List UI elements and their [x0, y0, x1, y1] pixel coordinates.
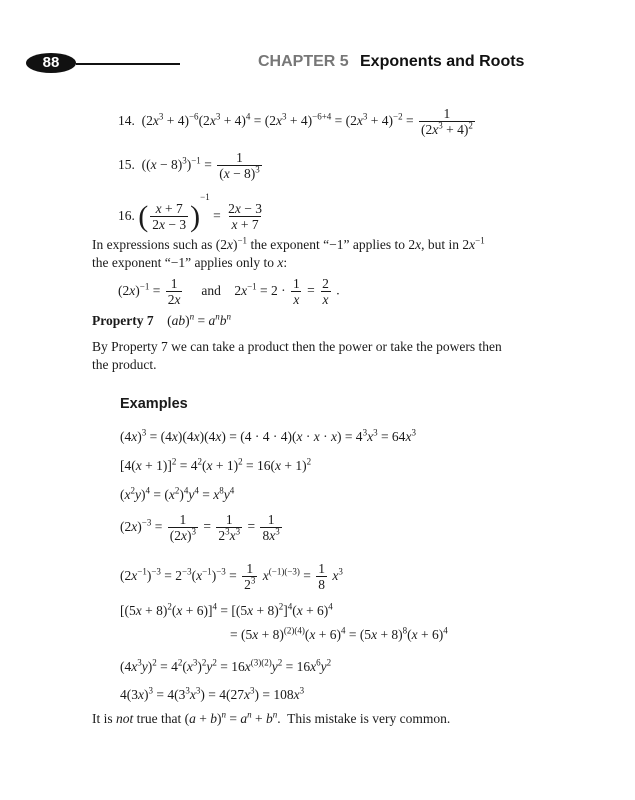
- example-line-5: $(2x^{-1})^{-3} = 2^{-3}(x^{-1})^{-3}$ = $\frac{1}{2^3}$ $x^{(-1)(-3)}$ = $\frac{1}{8}$ $x^3$: [120, 561, 343, 592]
- example-line-9: $4(3x)^3 = 4(3^3x^3) = 4(27x^3) = 108x^3$: [120, 685, 305, 702]
- chapter-title: Exponents and Roots: [360, 53, 525, 70]
- example-line-4: $(2x)^{-3}$ = $\frac{1}{(2x)^3}$ = $\frac{1}{2^3x^3}$ = $\frac{1}{8x^3}$: [120, 512, 280, 543]
- example-line-1: $(4x)^3 = (4x)(4x)(4x) = (4 \cdot 4 \cdot 4)(x \cdot x \cdot x) = 4^3x^3 = 64x^3$: [120, 427, 416, 444]
- paragraph-2-line-2: the product.: [92, 357, 157, 372]
- example-line-8: $(4x^3y)^2 = 4^2(x^3)^2y^2 = 16x^{(3)(2)}y^2 = 16x^6y^2$: [120, 657, 332, 674]
- chapter-label: CHAPTER 5: [258, 53, 349, 70]
- property-7: Property 7 $(ab)^n = a^nb^n$: [92, 311, 231, 328]
- example-line-6: $[(5x + 8)^2(x + 6)]^4 = [(5x + 8)^2]^4(x + 6)^4$: [120, 601, 333, 618]
- example-line-2: $[4(x + 1)]^2 = 4^2(x + 1)^2 = 16(x + 1)^2$: [120, 456, 312, 473]
- example-line-3: $(x^2y)^4 = (x^2)^4y^4 = x^8y^4$: [120, 485, 235, 502]
- comparison-equation: $(2x)^{-1}$ = $\frac{1}{2x}$ and $2x^{-1} = 2$ · $\frac{1}{x}$ = $\frac{2}{x}$ .: [118, 276, 340, 307]
- math-text-source: [0, 0, 1, 1]
- ex14-number: [0, 0, 1, 1]
- examples-heading: Examples: [120, 396, 188, 412]
- paragraph-property-7: [92, 338, 532, 374]
- paragraph-exponent-scope: In expressions such as $(2x)^{-1}$ the exponent “−1” applies to 2x, but in $2x^{-1}$ the exponent “−1” applies only to x:: [92, 235, 485, 270]
- page-number-badge: 88: [26, 53, 76, 73]
- example-15: 15. $((x - 8)^3)^{-1}$ = $\frac{1}{(x - 8)^3}$: [118, 150, 260, 181]
- example-line-7: = $(5x + 8)^{(2)(4)}(x + 6)^4 = (5x + 8)^8(x + 6)^4$: [230, 625, 448, 642]
- closing-line: It is not true that $(a + b)^n = a^n + b^n$. This mistake is very common.: [92, 709, 451, 726]
- example-14: 14. $(2x^3 + 4)^{-6}(2x^3 + 4)^4 = (2x^3 + 4)^{-6+4} = (2x^3 + 4)^{-2}$ = $\frac{1}{(2x^3 + 4)^2}$: [118, 106, 473, 137]
- header-rule: [76, 63, 180, 65]
- paragraph-2-line-1: By Property 7 we can take a product then the power or take the powers then: [92, 339, 502, 354]
- example-16: 16. ( $\frac{x + 7}{2x - 3}$ )$^{-1}$ = $\frac{2x - 3}{x + 7}$: [118, 192, 262, 233]
